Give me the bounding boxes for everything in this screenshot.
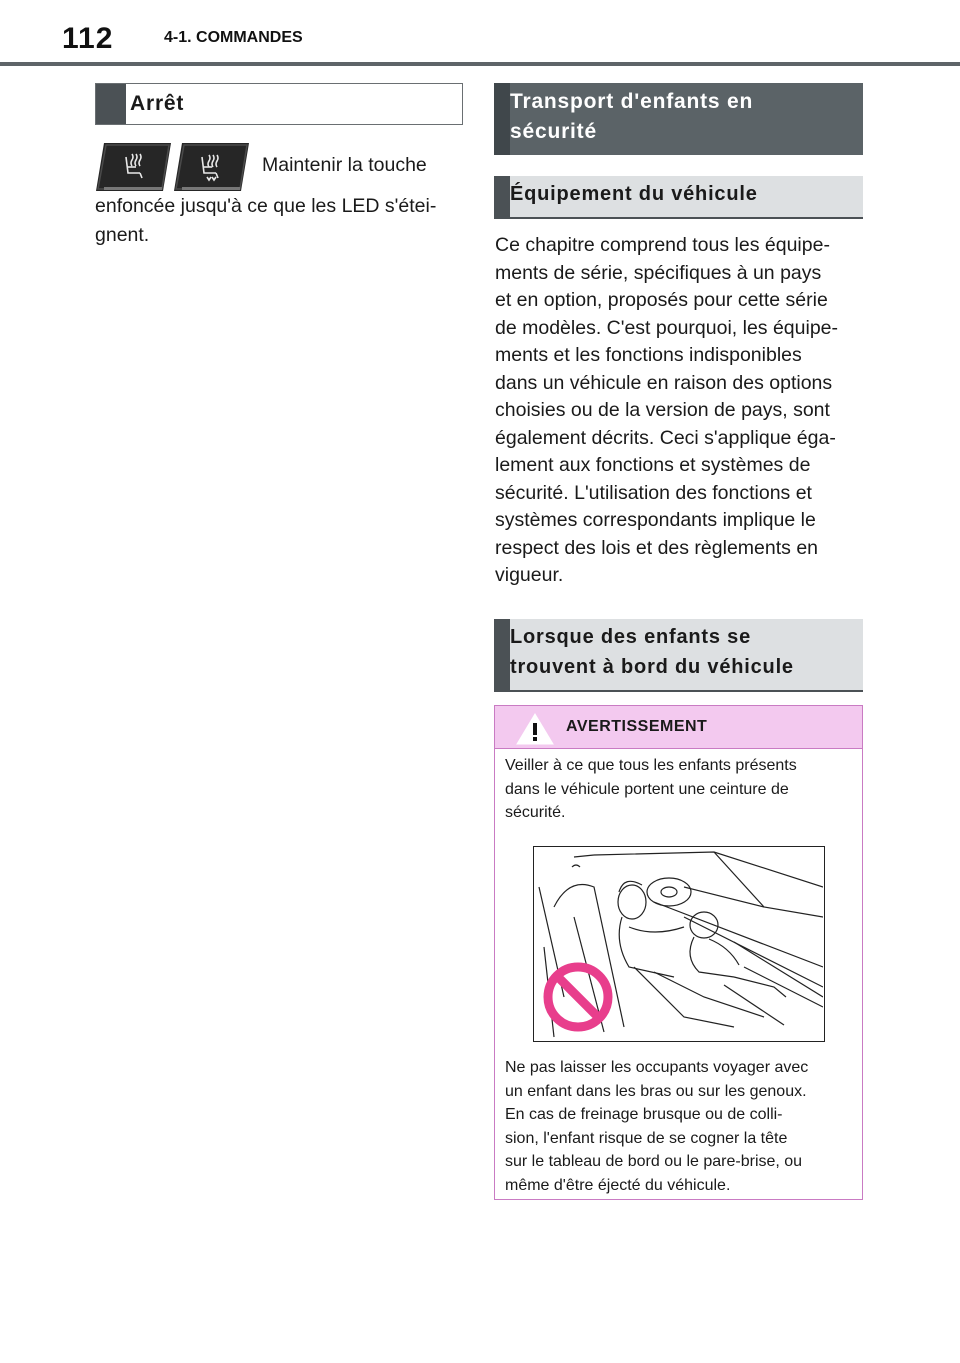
- warning-text-line: En cas de freinage brusque ou de colli-: [505, 1106, 783, 1123]
- instruction-first-line: Maintenir la touche: [262, 154, 427, 176]
- seat-ventilation-icon: [174, 143, 249, 191]
- paragraph-line: et en option, proposés pour cette série: [495, 289, 828, 311]
- paragraph-line: sécurité. L'utilisation des fonctions et: [495, 481, 812, 504]
- heading-bar: [494, 176, 510, 217]
- seat-heater-button: [96, 143, 171, 191]
- warning-box: [494, 705, 863, 1200]
- main-section-heading: [494, 83, 863, 155]
- paragraph-line: vigueur.: [495, 564, 564, 586]
- equipment-heading: [494, 176, 863, 219]
- warning-text-line: Veiller à ce que tous les enfants présents: [505, 757, 797, 774]
- warning-divider: [495, 748, 862, 749]
- warning-text-line: dans le véhicule portent une ceinture de: [505, 780, 789, 798]
- heading-bar: [494, 83, 510, 155]
- children-heading: [494, 619, 863, 692]
- page-header: [0, 0, 960, 66]
- seat-ventilation-button: [174, 143, 249, 191]
- page-number: 112: [62, 22, 114, 55]
- child-on-lap-illustration: [533, 846, 825, 1042]
- paragraph-line: lement aux fonctions et systèmes de: [495, 454, 811, 476]
- paragraph-line: choisies ou de la version de pays, sont: [495, 399, 830, 421]
- warning-title: AVERTISSEMENT: [566, 718, 708, 735]
- instruction-line: gnent.: [95, 224, 150, 246]
- seat-heater-icon: [96, 143, 171, 191]
- paragraph-line: dans un véhicule en raison des options: [495, 371, 833, 394]
- warning-text-line: sion, l'enfant risque de se cogner la tête: [505, 1129, 788, 1147]
- children-title-line: Lorsque des enfants se: [510, 626, 751, 648]
- paragraph-line: également décrits. Ceci s'applique éga-: [495, 426, 836, 449]
- prohibited-icon: [548, 967, 608, 1027]
- car-interior-drawing: [534, 847, 823, 1040]
- warning-text-line: même d'être éjecté du véhicule.: [505, 1176, 731, 1194]
- paragraph-line: ments et les fonctions indisponibles: [495, 344, 802, 366]
- paragraph-line: de modèles. C'est pourquoi, les équipe-: [495, 316, 839, 339]
- warning-triangle-icon: [515, 712, 555, 746]
- header-rule: [0, 62, 960, 66]
- equipment-title: Équipement du véhicule: [510, 183, 758, 205]
- heading-bar: [494, 619, 510, 690]
- section-title: Arrêt: [130, 92, 185, 115]
- children-title-line: trouvent à bord du véhicule: [510, 656, 794, 678]
- paragraph-line: respect des lois et des règlements en: [495, 536, 819, 559]
- instruction-line: enfoncée jusqu'à ce que les LED s'étei-: [95, 195, 437, 217]
- warning-header: [495, 706, 862, 748]
- warning-text-line: sécurité.: [505, 804, 566, 821]
- warning-text-line: Ne pas laisser les occupants voyager avec: [505, 1059, 809, 1076]
- warning-text-line: sur le tableau de bord ou le pare-brise, ou: [505, 1153, 803, 1170]
- warning-text-line: un enfant dans les bras ou sur les genoux.: [505, 1082, 807, 1100]
- paragraph-line: ments de série, spécifiques à un pays: [495, 261, 822, 284]
- main-title-line: sécurité: [510, 120, 597, 143]
- paragraph-line: Ce chapitre comprend tous les équipe-: [495, 234, 830, 256]
- paragraph-line: systèmes correspondants implique le: [495, 509, 816, 531]
- main-title-line: Transport d'enfants en: [510, 90, 754, 113]
- chapter-title: 4-1. COMMANDES: [164, 29, 303, 46]
- heading-bar: [96, 84, 126, 124]
- section-heading-arret: [95, 83, 463, 125]
